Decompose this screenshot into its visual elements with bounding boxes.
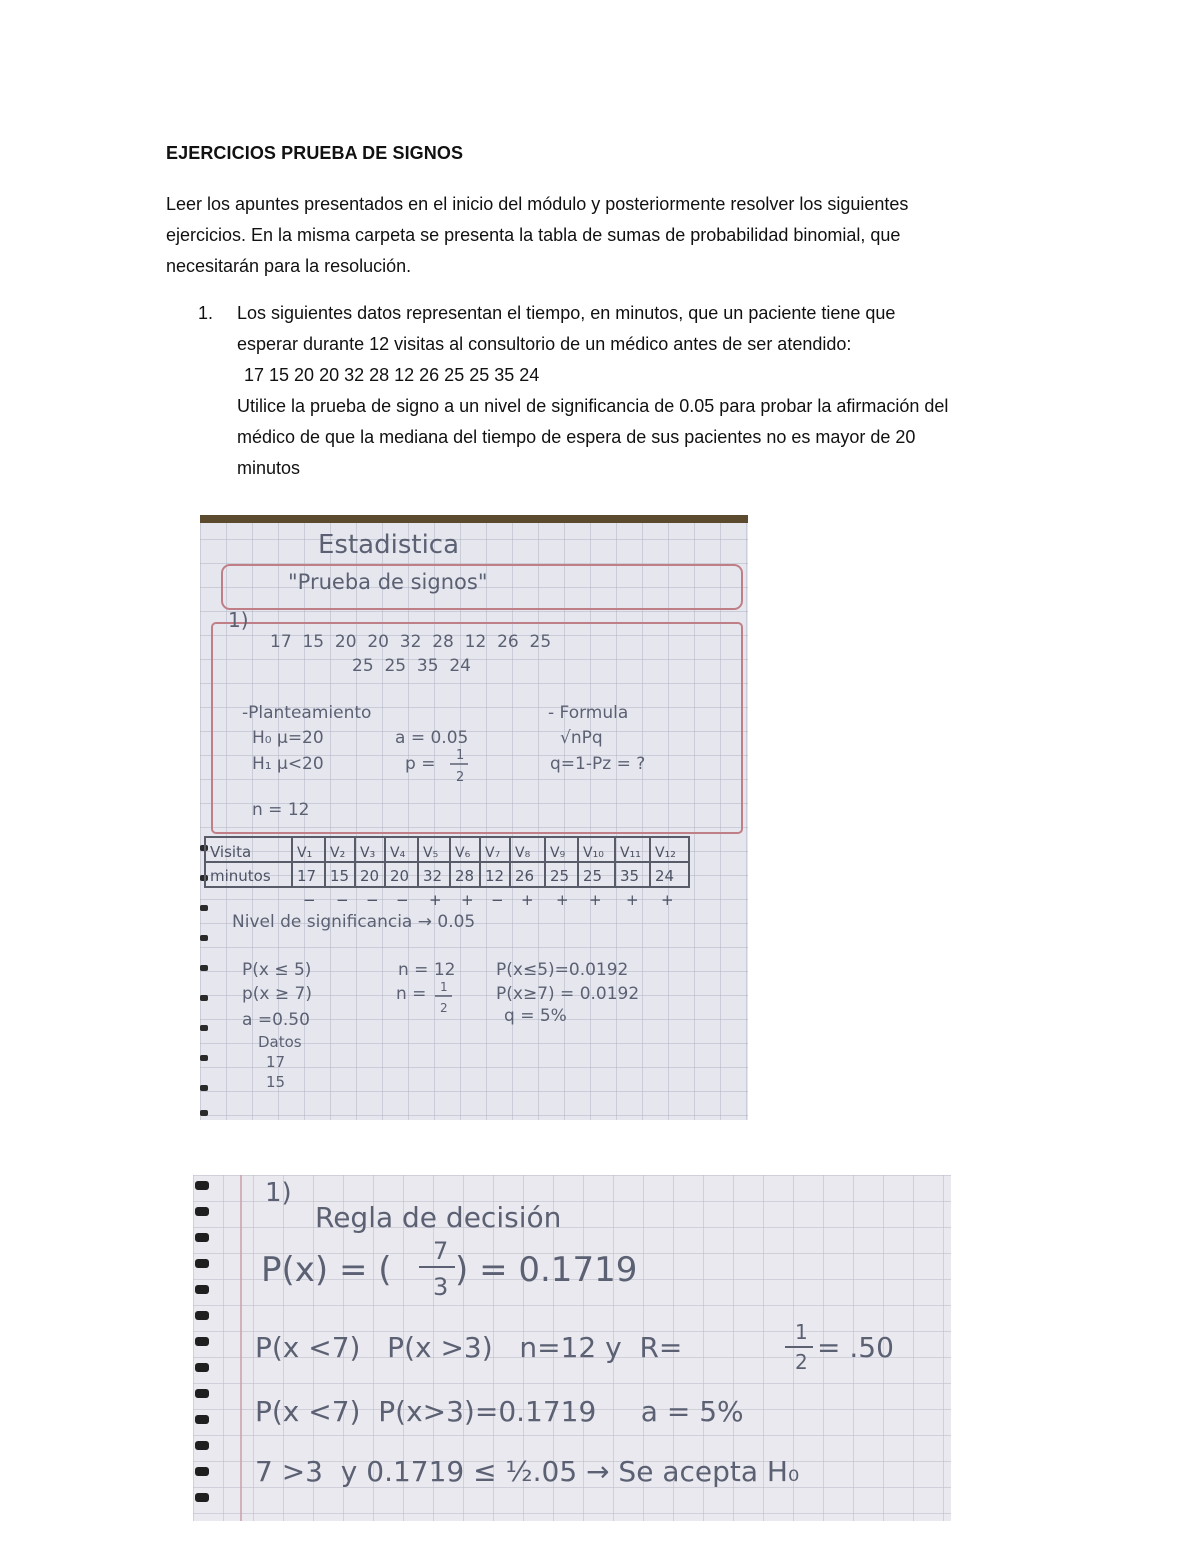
notes-h1: H₁ μ<20 [252,754,324,774]
table-minutes-cell: 35 [620,867,640,885]
notes-formula: - Formula [548,703,629,723]
notes-n12: n = 12 [398,960,456,980]
notes-px-ge7: p(x ≥ 7) [242,984,312,1004]
table-visit-cell: V₈ [515,845,531,861]
notes-planteamiento: -Planteamiento [242,703,372,723]
table-sign-cell: + [521,891,534,909]
notes-d15: 15 [266,1073,286,1091]
intro-line: Leer los apuntes presentados en el inicio del módulo y posteriormente resolver los siguientes [166,194,909,214]
table-minutes-cell: 15 [330,867,350,885]
table-minutes-cell: 24 [655,867,675,885]
notes2-comb-bot: 3 [433,1273,449,1301]
table-minutes-cell: 25 [550,867,570,885]
exercise-text [237,298,1027,484]
notes2-line2-num: 1 [795,1320,808,1344]
table-minutes-cell: 28 [455,867,475,885]
notes-n: n = 12 [252,800,310,820]
exercise-line: médico de que la mediana del tiempo de espera de sus pacientes no es mayor de 20 [237,427,916,447]
notes-q5: q = 5% [504,1006,567,1026]
table-row2-label: minutos [210,867,271,885]
notes-exercise-mark: 1) [228,608,249,632]
table-sign-cell: − [396,891,409,909]
exercise-line: esperar durante 12 visitas al consultorio de un médico antes de ser atendido: [237,334,852,354]
notes-drawing-1 [200,515,748,1120]
table-sign-cell: + [461,891,474,909]
notes-p-den: 2 [456,770,465,785]
table-sign-cell: − [303,891,316,909]
table-minutes-cell: 20 [360,867,380,885]
notes-subtitle: "Prueba de signos" [288,570,488,594]
notes-h0: H₀ μ=20 [252,728,324,748]
table-minutes-cell: 25 [583,867,603,885]
table-minutes-cell: 20 [390,867,410,885]
notes2-mark: 1) [265,1178,292,1208]
notes-a050: a =0.50 [242,1010,310,1030]
intro-line: necesitarán para la resolución. [166,256,412,276]
notes-drawing-2 [193,1175,951,1521]
notes-datos: Datos [258,1033,302,1051]
notes-px-ge7-val: P(x≥7) = 0.0192 [496,984,640,1004]
table-visit-cell: V₇ [485,845,501,861]
notes-heading: Estadistica [318,530,460,560]
table-sign-cell: − [336,891,349,909]
notes-n-half-num: 1 [440,980,448,994]
table-sign-cell: + [589,891,602,909]
notes-n-half: n = [396,984,427,1004]
table-visit-cell: V₃ [360,845,376,861]
table-visit-cell: V₁₀ [583,845,604,861]
page-title: EJERCICIOS PRUEBA DE SIGNOS [166,143,464,163]
table-visit-cell: V₉ [550,845,566,861]
table-sign-cell: − [366,891,379,909]
notes-px-le5-val: P(x≤5)=0.0192 [496,960,629,980]
table-visit-cell: V₅ [423,845,439,861]
notes-q: q=1-Pz = ? [550,754,646,774]
notes-px-le5: P(x ≤ 5) [242,960,312,980]
table-visit-cell: V₁₂ [655,845,676,861]
exercise-data: 17 15 20 20 32 28 12 26 25 25 35 24 [244,365,540,385]
table-visit-cell: V₂ [330,845,346,861]
table-sign-cell: + [429,891,442,909]
exercise-number: 1. [198,303,214,323]
table-minutes-cell: 17 [297,867,317,885]
table-visit-cell: V₁₁ [620,845,641,861]
table-sign-cell: − [491,891,504,909]
table-sign-cell: + [556,891,569,909]
table-minutes-cell: 26 [515,867,535,885]
table-sign-cell: + [661,891,674,909]
exercise-line: minutos [237,458,301,478]
intro-paragraph [166,189,1026,282]
notes2-px-comb: P(x) = ( [261,1250,392,1290]
notes-d17: 17 [266,1053,286,1071]
notes2-comb-top: 7 [433,1237,449,1265]
notes2-line2-den: 2 [795,1350,808,1374]
handwritten-notes-photo-1 [200,515,748,1120]
notes-sqrt: √nPq [560,728,603,748]
notes-nivel: Nivel de significancia → 0.05 [232,912,476,932]
table-sign-cell: + [626,891,639,909]
table-minutes-cell: 32 [423,867,443,885]
intro-line: ejercicios. En la misma carpeta se presenta la tabla de sumas de probabilidad binomial, que [166,225,901,245]
notes-n-half-den: 2 [440,1001,448,1015]
notes2-line4: 7 >3 y 0.1719 ≤ ½.05 → Se acepta H₀ [255,1455,800,1488]
exercise-line: Los siguientes datos representan el tiempo, en minutos, que un paciente tiene que [237,303,896,323]
notes2-px-comb-val: ) = 0.1719 [455,1250,638,1290]
notes-data-row-1: 17 15 20 20 32 28 12 26 25 [270,632,552,652]
notes2-heading: Regla de decisión [315,1201,562,1234]
table-visit-cell: V₆ [455,845,471,861]
table-row1-label: Visita [210,843,252,861]
table-minutes-cell: 12 [485,867,505,885]
table-visit-cell: V₁ [297,845,313,861]
notes2-line2: P(x <7) P(x >3) n=12 y R= [255,1331,683,1364]
handwritten-notes-photo-2 [193,1175,951,1521]
notes-alpha: a = 0.05 [395,728,469,748]
notes2-line3: P(x <7) P(x>3)=0.1719 a = 5% [255,1395,744,1428]
exercise-line: Utilice la prueba de signo a un nivel de significancia de 0.05 para probar la afirmación del [237,396,949,416]
notes-data-row-2: 25 25 35 24 [352,656,471,676]
table-visit-cell: V₄ [390,845,406,861]
notes-p-num: 1 [456,748,465,763]
notes-p-label: p = [405,754,436,774]
notes2-line2-tail: = .50 [817,1331,894,1364]
